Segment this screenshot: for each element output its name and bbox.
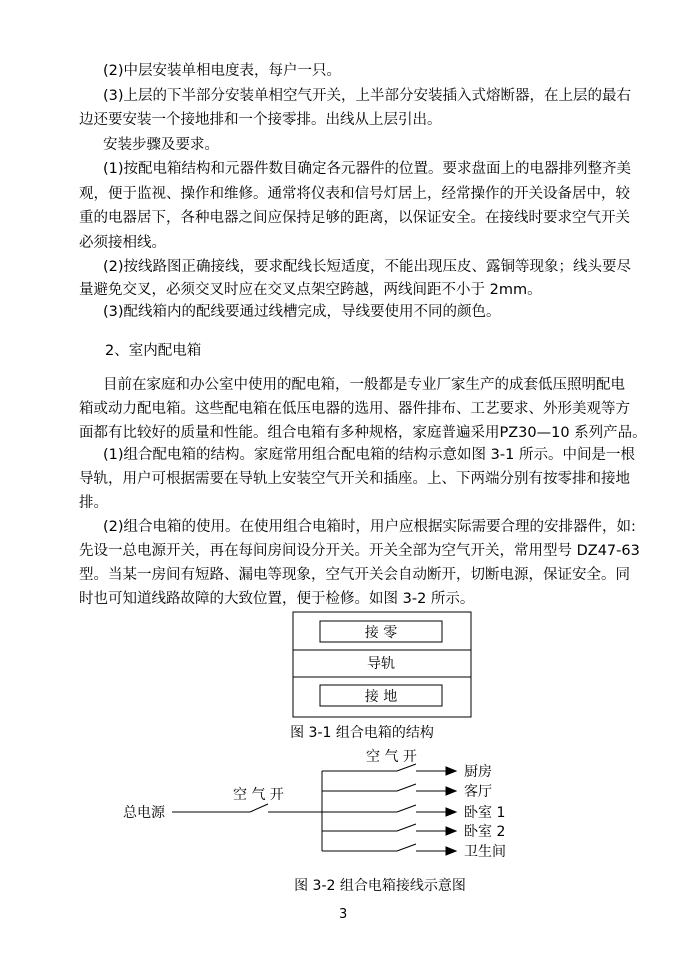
branch-living-room <box>322 784 456 795</box>
paragraph-line: 安装步骤及要求。 <box>103 137 219 153</box>
neutral-bar-label: 接 零 <box>364 625 398 641</box>
main-switch-label: 空 气 开 <box>233 787 284 803</box>
paragraph-line: (3)配线箱内的配线要通过线槽完成，导线要使用不同的颜色。 <box>103 304 501 320</box>
paragraph-line: 时也可知道线路故障的大致位置，便于检修。如图 3-2 所示。 <box>79 591 475 607</box>
ground-bar-label: 接 地 <box>364 689 398 705</box>
paragraph-line: 量避免交叉，必须交叉时应在交叉点架空跨越，两线间距不小于 2mm。 <box>79 282 542 298</box>
figure-3-1 <box>290 612 471 741</box>
section-heading: 2、室内配电箱 <box>105 343 202 359</box>
figure-3-2 <box>172 764 456 855</box>
paragraph-line: (2)按线路图正确接线，要求配线长短适度，不能出现压皮、露铜等现象；线头要尽 <box>103 259 632 275</box>
paragraph-line: 重的电器居下，各种电器之间应保持足够的距离，以保证安全。在接线时要求空气开关 <box>79 210 630 226</box>
main-switch-blade <box>250 804 268 812</box>
branch-label: 卫生间 <box>464 844 506 860</box>
paragraph-line: 目前在家庭和办公室中使用的配电箱，一般都是专业厂家生产的成套低压照明配电 <box>103 377 625 393</box>
paragraph-line: (1)组合配电箱的结构。家庭常用组合配电箱的结构示意如图 3-1 所示。中间是一根 <box>103 447 635 463</box>
figure-3-1-caption: 图 3-1 组合电箱的结构 <box>290 725 434 741</box>
branch-label: 卧室 1 <box>464 805 506 821</box>
figure-3-2-caption: 图 3-2 组合电箱接线示意图 <box>294 878 466 894</box>
branch-label: 厨房 <box>464 764 492 780</box>
paragraph-line: 面都有比较好的质量和性能。组合电箱有多种规格，家庭普遍采用PZ30—10 系列产品。 <box>79 425 647 441</box>
paragraph-line: (1)按配电箱结构和元器件数目确定各元器件的位置。要求盘面上的电器排列整齐美 <box>103 161 632 177</box>
paragraph-line: 导轨，用户可根据需要在导轨上安装空气开关和插座。上、下两端分别有按零排和接地 <box>79 471 630 487</box>
paragraph-line: 先设一总电源开关，再在每间房间设分开关。开关全部为空气开关，常用型号 DZ47-63 <box>79 543 640 559</box>
branch-bedroom-2 <box>322 824 456 835</box>
branch-bedroom-1 <box>322 805 456 816</box>
branch-label: 卧室 2 <box>464 824 506 840</box>
paragraph-line: 箱或动力配电箱。这些配电箱在低压电器的选用、器件排布、工艺要求、外形美观等方 <box>79 401 630 417</box>
page-number: 3 <box>339 907 348 922</box>
branch-bathroom <box>322 844 456 855</box>
paragraph-line: 边还要安装一个接地排和一个接零排。出线从上层引出。 <box>79 112 442 128</box>
paragraph-line: (2)组合电箱的使用。在使用组合电箱时，用户应根据实际需要合理的安排器件，如: <box>103 519 636 535</box>
paragraph-line: 观，便于监视、操作和维修。通常将仪表和信号灯居上，经常操作的开关设备居中，较 <box>79 186 630 202</box>
branch-kitchen <box>322 764 456 775</box>
paragraph-line: (2)中层安装单相电度表，每户一只。 <box>103 63 342 79</box>
branch-label: 客厅 <box>464 784 492 800</box>
paragraph-line: 排。 <box>79 495 108 511</box>
paragraph-line: (3)上层的下半部分安装单相空气开关，上半部分安装插入式熔断器，在上层的最右 <box>103 88 632 104</box>
source-label: 总电源 <box>123 805 165 821</box>
paragraph-line: 型。当某一房间有短路、漏电等现象，空气开关会自动断开，切断电源，保证安全。同 <box>79 567 630 583</box>
rail-label: 导轨 <box>367 656 395 672</box>
paragraph-line: 必须接相线。 <box>79 235 166 251</box>
branch-switch-label: 空 气 开 <box>366 749 417 765</box>
